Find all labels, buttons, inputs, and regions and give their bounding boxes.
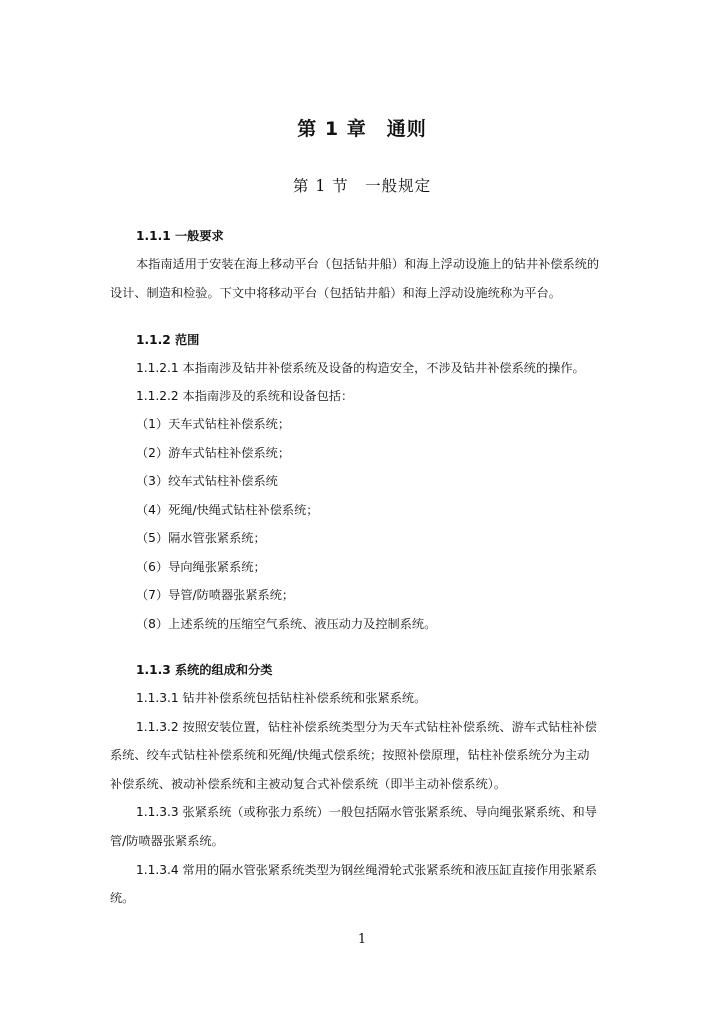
list-item: （1）天车式钻柱补偿系统； [136, 417, 291, 431]
paragraph-1-1-3-1: 1.1.3.1 钻井补偿系统包括钻柱补偿系统和张紧系统。 [136, 691, 427, 705]
list-item: （5）隔水管张紧系统； [136, 531, 266, 545]
chapter-title: 第 1 章 通则 [297, 118, 427, 140]
list-item: （6）导向绳张紧系统； [136, 560, 266, 574]
paragraph-1-1-3-2-line-1: 1.1.3.2 按照安装位置，钻柱补偿系统类型分为天车式钻柱补偿系统、游车式钻柱补偿 [136, 720, 597, 734]
list-item: （3）绞车式钻柱补偿系统 [136, 474, 278, 488]
paragraph-1-1-1-line-1: 本指南适用于安装在海上移动平台（包括钻井船）和海上浮动设施上的钻井补偿系统的 [136, 257, 600, 271]
heading-1-1-2: 1.1.2 范围 [136, 333, 200, 347]
paragraph-1-1-3-2-line-3: 补偿系统、被动补偿系统和主被动复合式补偿系统（即半主动补偿系统）。 [110, 777, 507, 791]
paragraph-1-1-3-4-line-2: 统。 [110, 891, 135, 905]
page-number: 1 [357, 932, 367, 947]
paragraph-1-1-1-line-2: 设计、制造和检验。下文中将移动平台（包括钻井船）和海上浮动设施统称为平台。 [110, 286, 561, 300]
paragraph-1-1-2-1: 1.1.2.1 本指南涉及钻井补偿系统及设备的构造安全，不涉及钻井补偿系统的操作。 [136, 361, 585, 375]
heading-1-1-1: 1.1.1 一般要求 [136, 229, 224, 243]
paragraph-1-1-3-3-line-1: 1.1.3.3 张紧系统（或称张力系统）一般包括隔水管张紧系统、导向绳张紧系统、和导 [136, 805, 597, 819]
list-item: （4）死绳/快绳式钻柱补偿系统； [136, 503, 319, 517]
section-title: 第 1 节 一般规定 [292, 177, 432, 195]
paragraph-1-1-3-4-line-1: 1.1.3.4 常用的隔水管张紧系统类型为钢丝绳滑轮式张紧系统和液压缸直接作用张紧系 [136, 863, 597, 877]
list-item: （8）上述系统的压缩空气系统、液压动力及控制系统。 [136, 617, 437, 631]
paragraph-1-1-3-3-line-2: 管/防喷器张紧系统。 [110, 834, 224, 848]
paragraph-1-1-2-2: 1.1.2.2 本指南涉及的系统和设备包括： [136, 389, 354, 403]
list-item: （7）导管/防喷器张紧系统； [136, 588, 295, 602]
list-item: （2）游车式钻柱补偿系统； [136, 446, 291, 460]
paragraph-1-1-3-2-line-2: 系统、绞车式钻柱补偿系统和死绳/快绳式偿系统；按照补偿原理，钻柱补偿系统分为主动 [110, 748, 590, 762]
heading-1-1-3: 1.1.3 系统的组成和分类 [136, 663, 273, 677]
